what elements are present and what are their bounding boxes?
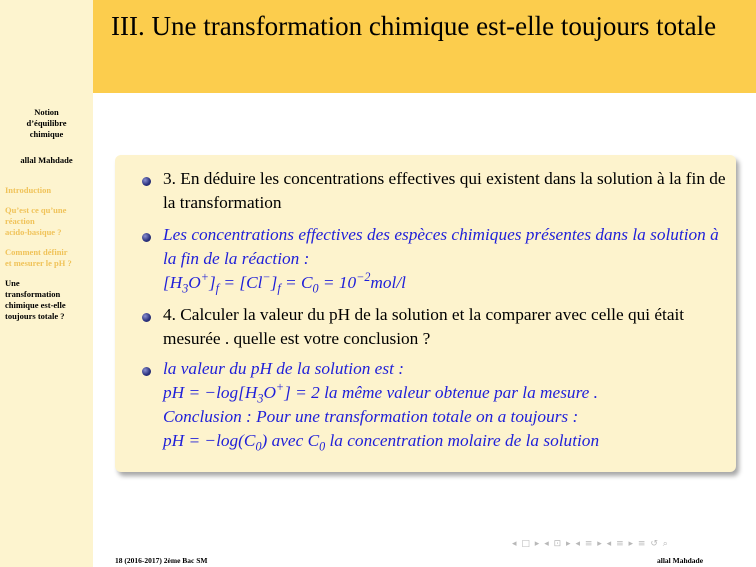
sidebar-item-label: Une xyxy=(5,278,20,288)
nav-next-section-icon[interactable]: ▸ xyxy=(628,539,635,549)
bullet-icon xyxy=(142,367,151,376)
sidebar-item-label: transformation xyxy=(5,289,61,299)
nav-back-icon[interactable]: ↺ xyxy=(650,539,659,549)
answer-3-text: Les concentrations effectives des espèces chimiques présentes dans la solution à la fin de la réaction : xyxy=(163,225,719,268)
question-4: 4. Calculer la valeur du pH de la solution et la comparer avec celle qui était mesurée . quelle est votre conclusion ? xyxy=(163,305,685,348)
answer-4-line2: pH = $-\log[H_3O^+] = 2$ la même valeur obtenue par la mesure . xyxy=(163,380,598,406)
sidebar-item-label: Qu’est ce qu’une xyxy=(5,205,67,215)
sidebar-item-label: toujours totale ? xyxy=(5,311,65,321)
answer-4-line4-end: la concentration molaire de la solution xyxy=(325,431,600,450)
question-3: 3. En déduire les concentrations effectives qui existent dans la solution à la fin de la transformation xyxy=(163,169,726,212)
sidebar-title xyxy=(0,107,93,140)
nav-next-slide-icon[interactable]: ▸ xyxy=(566,539,572,549)
content-block xyxy=(115,155,736,472)
sidebar-item-label: Comment définir xyxy=(5,247,68,257)
answer-3 xyxy=(163,223,729,295)
slide-title: III. Une transformation chimique est-elle toujours totale xyxy=(111,11,717,41)
bullet-icon xyxy=(142,313,151,322)
sidebar-item-label: réaction xyxy=(5,216,35,226)
sidebar-item-label: acido-basique ? xyxy=(5,227,62,237)
answer-3-formula: $[H_3O^+]_f = [Cl^-]_f = C_0 = 10^{-2}mol/l$ xyxy=(163,270,406,296)
sidebar-item-ph[interactable] xyxy=(5,247,91,269)
slide-header xyxy=(93,0,756,93)
nav-prev-slide-icon[interactable]: ◂ xyxy=(544,539,550,549)
answer-4-line4-text: avec xyxy=(267,431,308,450)
sidebar-item-label: chimique est-elle xyxy=(5,300,66,310)
nav-prev-frame-icon[interactable]: ◂ xyxy=(512,539,518,549)
bullet-icon xyxy=(142,177,151,186)
sidebar-title-line: Notion xyxy=(34,107,59,117)
nav-prev-subsection-icon[interactable]: ◂ xyxy=(575,539,581,549)
answer-4-line3: Conclusion : Pour une transformation totale on a toujours : xyxy=(163,407,579,426)
sidebar-author: allal Mahdade xyxy=(20,155,73,165)
bullet-icon xyxy=(142,233,151,242)
sidebar-item-introduction[interactable] xyxy=(5,185,91,196)
nav-frame-icon[interactable]: □ xyxy=(521,539,531,549)
answer-4-line2-text: la même valeur obtenue par la mesure . xyxy=(319,383,598,402)
nav-section-icon[interactable]: ≡ xyxy=(616,539,625,549)
nav-toc-icon[interactable]: ≡ xyxy=(637,539,647,549)
sidebar xyxy=(0,0,93,567)
sidebar-title-line: d’équilibre xyxy=(26,118,67,128)
nav-next-subsection-icon[interactable]: ▸ xyxy=(597,539,603,549)
sidebar-title-line: chimique xyxy=(29,129,64,139)
sidebar-item-acido-basique[interactable] xyxy=(5,205,91,238)
sidebar-nav xyxy=(5,185,91,331)
nav-slide-icon[interactable]: ⊡ xyxy=(553,539,563,549)
answer-4-line1: la valeur du pH de la solution est : xyxy=(163,359,404,378)
nav-next-frame-icon[interactable]: ▸ xyxy=(534,539,541,549)
nav-prev-section-icon[interactable]: ◂ xyxy=(606,539,613,549)
answer-4 xyxy=(163,357,729,453)
sidebar-item-label: et mesurer le pH ? xyxy=(5,258,72,268)
footer-left: 18 (2016-2017) 2ème Bac SM xyxy=(115,556,208,565)
nav-search-icon[interactable]: ⌕ xyxy=(662,539,669,549)
nav-subsection-icon[interactable]: ≡ xyxy=(584,539,594,549)
footer-right: allal Mahdade xyxy=(657,556,704,565)
beamer-navigation xyxy=(512,539,750,551)
answer-4-line4: pH = $-\log(C_0)$ avec $C_0$ la concentration molaire de la solution xyxy=(163,431,600,454)
sidebar-item-transformation-totale[interactable] xyxy=(5,278,91,322)
sidebar-item-label: Introduction xyxy=(5,185,52,195)
